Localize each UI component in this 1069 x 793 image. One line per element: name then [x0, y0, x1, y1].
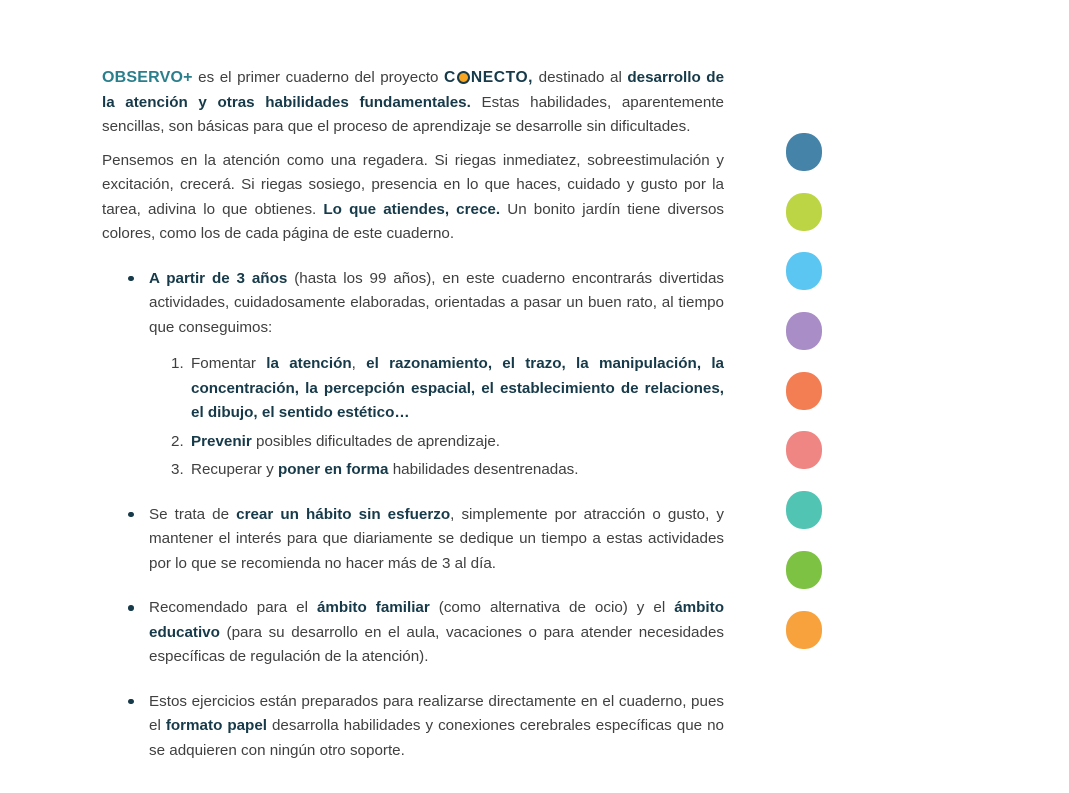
text-span: Estas habilidades, aparentemente sencillas, son básicas para que el proceso de aprendizaje se desarrolle sin dificultades.: [102, 93, 724, 135]
numbered-item: [149, 352, 724, 426]
numbered-list: [149, 352, 724, 483]
bold-span: A partir de 3 años: [149, 269, 288, 287]
color-dot-3: [786, 252, 822, 290]
conecto-logo-c: C: [444, 69, 456, 86]
bold-span: formato papel: [165, 717, 267, 734]
text-span: habilidades desentrenadas.: [388, 461, 579, 478]
text-span: desarrolla habilidades y conexiones cerebrales específicas que no se adquieren con ningún otro soporte.: [149, 717, 724, 759]
text-span: , simplemente por atracción o gusto, y mantener el interés para que diariamente se dedique un tiempo a estas actividades por lo que se recomienda no hacer más de 3 al día.: [149, 505, 724, 572]
color-dot-2: [786, 193, 822, 231]
text-span: ,: [351, 355, 367, 372]
text-span: Fomentar: [191, 355, 267, 372]
color-dot-6: [786, 431, 822, 469]
bullet-item-recommended: [102, 596, 724, 670]
bold-span: poner en forma: [277, 461, 389, 478]
color-dot-9: [786, 611, 822, 649]
bold-span: la atención: [266, 355, 352, 372]
text-span: Pensemos en la atención como una regadera. Si riegas inmediatez, sobreestimulación y excitación, crecerá. Si riegas sosiego, presencia en lo que haces, cuidado y gusto por la tarea, adivina lo que obtienes.: [102, 151, 724, 218]
color-dot-4: [786, 312, 822, 350]
bold-span: desarrollo de la atención y otras habilidades fundamentales.: [102, 69, 725, 111]
conecto-logo: [444, 69, 533, 86]
document-body: [102, 66, 724, 783]
bullet-list: [102, 267, 724, 764]
bullet-item-paper: [102, 690, 724, 764]
text-span: es el primer cuaderno del proyecto: [192, 69, 444, 86]
text-span: Recuperar y: [191, 461, 278, 478]
intro-paragraph: [102, 66, 724, 140]
text-span: Estos ejercicios están preparados para realizarse directamente en el cuaderno, pues el: [149, 692, 724, 734]
bullet-item-habit: [102, 503, 724, 577]
color-dot-7: [786, 491, 822, 529]
color-dot-1: [786, 133, 822, 171]
bold-span: Prevenir: [191, 432, 252, 450]
garden-paragraph: [102, 149, 724, 247]
observo-logo: OBSERVO+: [102, 69, 193, 86]
numbered-item: [149, 430, 724, 455]
numbered-item: [149, 458, 724, 483]
bullet-item-age: [102, 267, 724, 483]
color-dot-8: [786, 551, 822, 589]
text-span: (hasta los 99 años), en este cuaderno encontrarás divertidas actividades, cuidadosamente elaboradas, orientadas a pasar un buen rato, al tiempo que conseguimos:: [149, 269, 724, 336]
bold-span: ámbito familiar: [316, 599, 430, 616]
item-number: 1.: [171, 355, 184, 372]
text-span: destinado al: [533, 69, 628, 86]
item-number: 2.: [171, 432, 184, 450]
color-dot-5: [786, 372, 822, 410]
bold-span: el razonamiento, el trazo, la manipulación, la concentración, la percepción espacial, el establecimiento de relaciones, el dibujo, el sentido estético…: [191, 355, 724, 421]
color-dots-column: [786, 133, 822, 670]
text-span: posibles dificultades de aprendizaje.: [251, 432, 501, 450]
conecto-logo-rest: NECTO,: [470, 69, 534, 86]
item-number: 3.: [171, 461, 184, 478]
bold-span: ámbito educativo: [149, 599, 724, 641]
text-span: Se trata de: [149, 505, 237, 523]
bold-span: Lo que atiendes, crece.: [323, 200, 501, 218]
text-span: Un bonito jardín tiene diversos colores, como los de cada página de este cuaderno.: [102, 200, 724, 242]
text-span: Recomendado para el: [149, 599, 317, 616]
text-span: (para su desarrollo en el aula, vacaciones o para atender necesidades específicas de regulación de la atención).: [149, 623, 724, 665]
lightbulb-icon: [457, 71, 470, 84]
text-span: (como alternativa de ocio) y el: [429, 599, 675, 616]
bold-span: crear un hábito sin esfuerzo: [236, 505, 451, 523]
